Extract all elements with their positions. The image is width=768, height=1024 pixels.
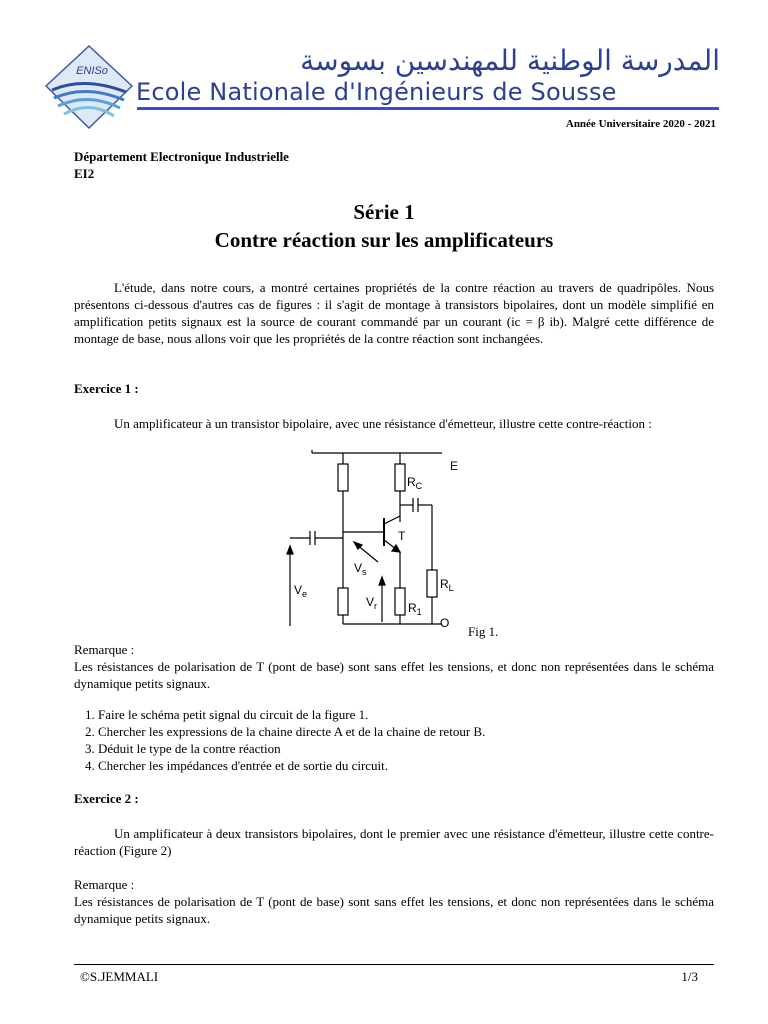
exercise1-text: Un amplificateur à un transistor bipolaire, avec une résistance d'émetteur, illustre cette contre-réaction : bbox=[114, 416, 652, 431]
circuit-figure-1 bbox=[270, 446, 470, 632]
exercise1-remark-title: Remarque : bbox=[74, 642, 135, 657]
question-item: 3. Déduit le type de la contre réaction bbox=[98, 740, 714, 757]
label-rc: $R_C$ bbox=[407, 475, 423, 491]
r1-resistor bbox=[395, 588, 405, 615]
department-block bbox=[74, 148, 289, 182]
label-vs: $V_s$ bbox=[354, 561, 367, 577]
series-title: Série 1 bbox=[353, 200, 415, 224]
question-item: 1. Faire le schéma petit signal du circuit de la figure 1. bbox=[98, 706, 714, 723]
school-name-arabic: المدرسة الوطنية للمهندسين بسوسة bbox=[300, 44, 720, 77]
question-item: 4. Chercher les impédances d'entrée et de sortie du circuit. bbox=[98, 757, 714, 774]
exercise2-text: Un amplificateur à deux transistors bipolaires, dont le premier avec une résistance d'émetteur, illustre cette contre-réaction (Figure 2) bbox=[74, 826, 714, 858]
school-name-french: Ecole Nationale d'Ingénieurs de Sousse bbox=[136, 78, 617, 106]
department-name: Département Electronique Industrielle bbox=[74, 149, 289, 164]
exercise2-remark: Les résistances de polarisation de T (pont de base) sont sans effet les tensions, et donc non représentées dans le schéma dynamique petits signaux. bbox=[74, 894, 714, 926]
bias-resistor-top bbox=[338, 464, 348, 491]
label-e: E bbox=[450, 459, 459, 473]
label-rl: $R_L$ bbox=[440, 577, 454, 593]
academic-year: Année Universitaire 2020 - 2021 bbox=[565, 118, 716, 130]
footer-author: ©S.JEMMALI bbox=[80, 969, 159, 984]
exercise2-remark-title: Remarque : bbox=[74, 877, 135, 892]
header-divider bbox=[137, 107, 719, 110]
figure-1-caption: Fig 1. bbox=[468, 624, 499, 639]
logo-text: ENISo bbox=[76, 65, 108, 77]
rc-resistor bbox=[395, 464, 405, 491]
question-item: 2. Chercher les expressions de la chaine directe A et de la chaine de retour B. bbox=[98, 723, 714, 740]
class-name: EI2 bbox=[74, 166, 95, 181]
label-t: T bbox=[398, 529, 406, 543]
exercise1-remark: Les résistances de polarisation de T (pont de base) sont sans effet les tensions, et donc non représentées dans le schéma dynamique petits signaux. bbox=[74, 659, 714, 691]
exercise2-heading: Exercice 2 : bbox=[74, 791, 139, 806]
rl-resistor bbox=[427, 570, 437, 597]
exercise1-heading: Exercice 1 : bbox=[74, 381, 139, 396]
school-logo bbox=[44, 44, 134, 130]
label-r1: $R_1$ bbox=[408, 601, 422, 617]
label-ve: $V_e$ bbox=[294, 583, 308, 599]
label-o: O bbox=[440, 616, 450, 630]
label-vr: $V_r$ bbox=[366, 595, 378, 611]
bias-resistor-bottom bbox=[338, 588, 348, 615]
footer-page-number: 1/3 bbox=[681, 969, 698, 984]
subject-title: Contre réaction sur les amplificateurs bbox=[214, 228, 554, 252]
exercise1-questions bbox=[74, 706, 714, 774]
footer-divider bbox=[74, 964, 714, 965]
intro-paragraph: L'étude, dans notre cours, a montré certaines propriétés de la contre réaction au travers de quadripôles. Nous présentons ci-dessous d'autres cas de figures : il s'agit de montage à transistors bipolaires, dont un modèle simplifié en amplification petits signaux est la source de courant commandé par un courant (ic = β ib). Malgré cette différence de montage de base, nous allons voir que les propriétés de la contre réaction sont inchangées. bbox=[74, 280, 714, 346]
